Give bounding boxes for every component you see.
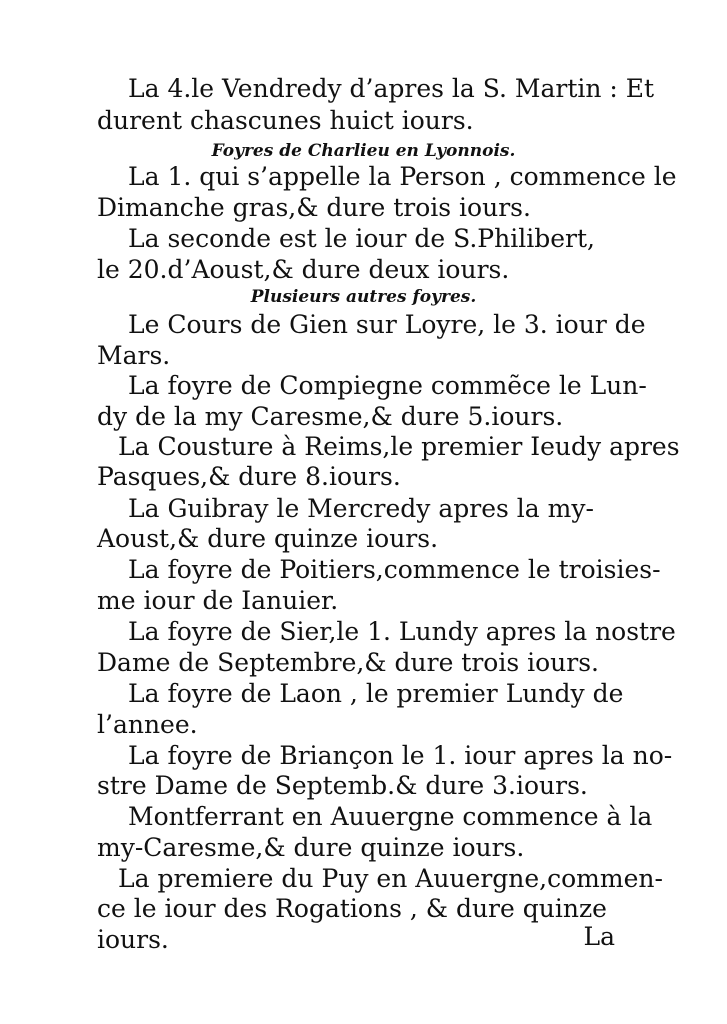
section-heading: Plusieurs autres foyres. <box>250 287 477 307</box>
text-line: Pasques,& dure 8.iours. <box>97 462 401 491</box>
text-line: La 1. qui s’appelle la Person , commence le <box>128 162 677 191</box>
text-line: La foyre de Poitiers,commence le troisies- <box>128 555 661 584</box>
text-line: Montferrant en Auuergne commence à la <box>128 802 653 831</box>
text-line: La foyre de Laon , le premier Lundy de <box>128 679 624 708</box>
text-line: durent chascunes huict iours. <box>97 106 474 135</box>
text-line: l’annee. <box>97 710 198 739</box>
text-line: Dame de Septembre,& dure trois iours. <box>97 648 600 677</box>
text-line: La foyre de Sier,le 1. Lundy apres la nostre <box>128 617 676 646</box>
text-line: La foyre de Briançon le 1. iour apres la no- <box>128 741 673 770</box>
text-line: my-Caresme,& dure quinze iours. <box>97 833 525 862</box>
text-line: stre Dame de Septemb.& dure 3.iours. <box>97 771 588 800</box>
text-line: La foyre de Compiegne commẽce le Lun- <box>128 371 647 400</box>
text-line: La 4.le Vendredy d’apres la S. Martin : Et <box>128 74 655 103</box>
text-line: La Guibray le Mercredy apres la my- <box>128 494 594 523</box>
text-line: La Cousture à Reims,le premier Ieudy apres <box>118 432 680 461</box>
text-line: ce le iour des Rogations , & dure quinze <box>97 894 607 923</box>
text-line: La premiere du Puy en Auuergne,commen- <box>118 864 663 893</box>
section-heading: Foyres de Charlieu en Lyonnois. <box>211 141 516 161</box>
text-line: Le Cours de Gien sur Loyre, le 3. iour de <box>128 310 646 339</box>
catchword: La <box>583 922 615 951</box>
text-line: le 20.d’Aoust,& dure deux iours. <box>97 255 510 284</box>
text-line: Dimanche gras,& dure trois iours. <box>97 193 531 222</box>
text-line: Aoust,& dure quinze iours. <box>97 524 439 553</box>
text-line: me iour de Ianuier. <box>97 586 339 615</box>
text-line: Mars. <box>97 341 171 370</box>
text-line: iours. <box>97 925 169 954</box>
text-line: dy de la my Caresme,& dure 5.iours. <box>97 402 564 431</box>
text-line: La seconde est le iour de S.Philibert, <box>128 224 595 253</box>
